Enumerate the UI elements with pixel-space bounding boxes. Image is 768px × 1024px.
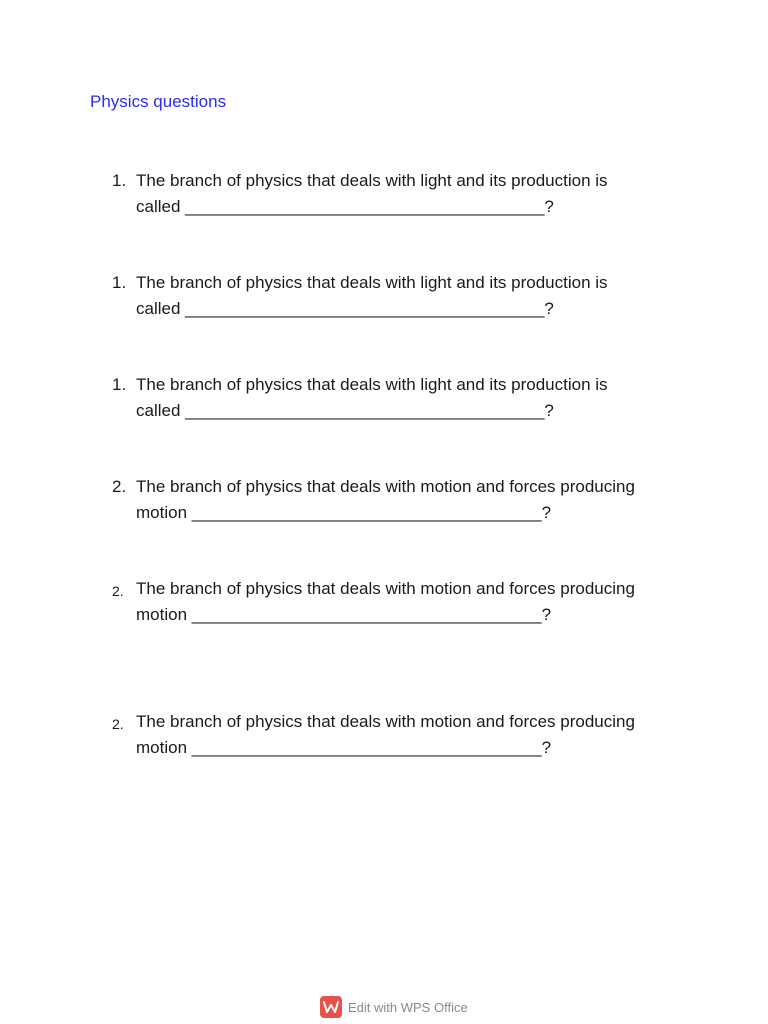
question-text: The branch of physics that deals with light and its production is — [136, 375, 608, 394]
question-text: The branch of physics that deals with light and its production is — [136, 171, 608, 190]
question-number: 2. — [112, 583, 124, 599]
question-blank-line: called ______________________________________? — [136, 401, 554, 420]
question-text: The branch of physics that deals with motion and forces producing — [136, 579, 635, 598]
question-blank-line: motion _____________________________________? — [136, 605, 552, 624]
question-number: 1. — [112, 171, 127, 190]
question-blank-line: motion _____________________________________? — [136, 738, 552, 757]
page-title: Physics questions — [90, 92, 227, 111]
wps-edit-badge[interactable] — [320, 994, 468, 1020]
wps-office-logo-icon — [320, 996, 342, 1018]
question-text: The branch of physics that deals with light and its production is — [136, 273, 608, 292]
question-blank-line: motion _____________________________________? — [136, 503, 552, 522]
question-text: The branch of physics that deals with motion and forces producing — [136, 712, 635, 731]
question-text: The branch of physics that deals with motion and forces producing — [136, 477, 635, 496]
question-number: 1. — [112, 375, 127, 394]
wps-edit-label[interactable]: Edit with WPS Office — [348, 999, 468, 1015]
question-number: 2. — [112, 477, 127, 496]
question-blank-line: called ______________________________________? — [136, 299, 554, 318]
question-number: 2. — [112, 716, 124, 732]
question-number: 1. — [112, 273, 127, 292]
question-blank-line: called ______________________________________? — [136, 197, 554, 216]
